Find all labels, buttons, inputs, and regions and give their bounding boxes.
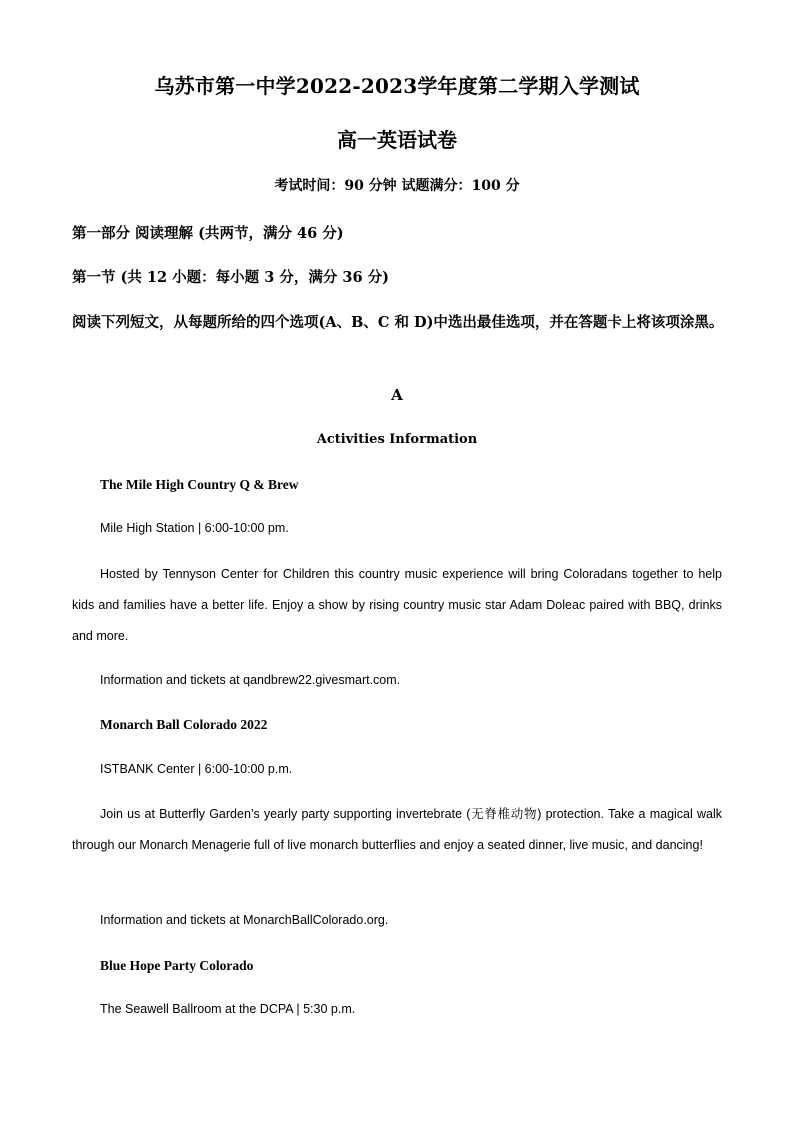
event-title: Monarch Ball Colorado 2022 xyxy=(100,717,268,732)
passage-letter: A xyxy=(391,386,403,404)
event-description: Hosted by Tennyson Center for Children this country music experience will bring Coloradans together to help kids and families have a better life. Enjoy a show by rising country music star Adam Doleac paired with BBQ, drinks and more. xyxy=(72,567,722,643)
event-venue: Mile High Station | 6:00-10:00 pm. xyxy=(100,521,289,535)
passage-heading: Activities Information xyxy=(316,432,478,447)
event-info: Information and tickets at MonarchBallColorado.org. xyxy=(100,913,389,927)
event-venue: The Seawell Ballroom at the DCPA | 5:30 p.m. xyxy=(100,1002,356,1016)
event-info: Information and tickets at qandbrew22.givesmart.com. xyxy=(100,673,401,687)
exam-subtitle: 高一英语试卷 xyxy=(337,128,457,152)
event-description: Join us at Butterfly Garden’s yearly party supporting invertebrate (无脊椎动物) protection. Take a magical walk through our Monarch Menagerie full of live monarch butterflies and enjoy a seated dinner, live music, and dancing! xyxy=(72,807,722,852)
event-title: Blue Hope Party Colorado xyxy=(100,958,254,973)
exam-info: 考试时间：90 分钟 试题满分：100 分 xyxy=(274,178,520,194)
instruction-text: 阅读下列短文，从每题所给的四个选项(A、B、C 和 D)中选出最佳选项，并在答题卡上将该项涂黑。 xyxy=(72,314,724,331)
event-title: The Mile High Country Q & Brew xyxy=(100,477,299,492)
part-heading: 第一部分 阅读理解 (共两节，满分 46 分) xyxy=(72,225,344,242)
exam-title: 乌苏市第一中学2022-2023学年度第二学期入学测试 xyxy=(154,74,640,98)
section-heading: 第一节 (共 12 小题：每小题 3 分，满分 36 分) xyxy=(72,269,390,286)
event-venue: ISTBANK Center | 6:00-10:00 p.m. xyxy=(100,762,293,776)
